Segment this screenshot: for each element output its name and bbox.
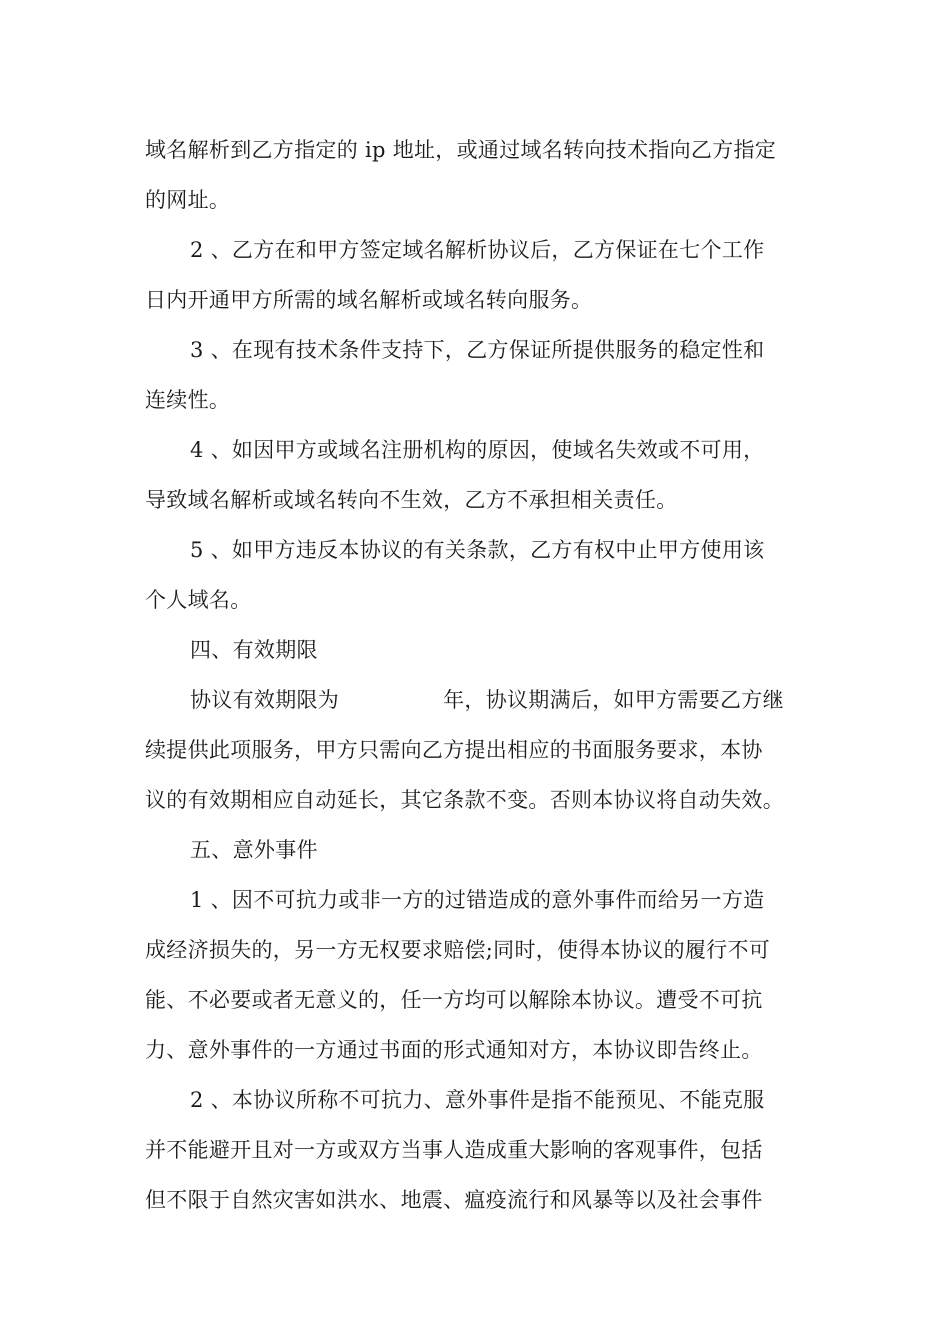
clause-3-3-line: 3 、在现有技术条件支持下，乙方保证所提供服务的稳定性和 bbox=[190, 338, 765, 362]
body-text-line: 能、不必要或者无意义的，任一方均可以解除本协议。遭受不可抗 bbox=[145, 988, 763, 1012]
clause-5-2-line: 2 、本协议所称不可抗力、意外事件是指不能预见、不能克服 bbox=[190, 1088, 765, 1112]
body-text-line: 力、意外事件的一方通过书面的形式通知对方，本协议即告终止。 bbox=[145, 1038, 763, 1062]
body-text-line: 导致域名解析或域名转向不生效，乙方不承担相关责任。 bbox=[145, 488, 678, 512]
section-heading-validity: 四、有效期限 bbox=[190, 638, 318, 662]
clause-3-4-line: 4 、如因甲方或域名注册机构的原因，使域名失效或不可用， bbox=[190, 438, 765, 462]
body-text-line: 连续性。 bbox=[145, 388, 231, 412]
body-text-line: 成经济损失的，另一方无权要求赔偿;同时，使得本协议的履行不可 bbox=[145, 938, 771, 962]
clause-5-1-line: 1 、因不可抗力或非一方的过错造成的意外事件而给另一方造 bbox=[190, 888, 765, 912]
body-text-line: 个人域名。 bbox=[145, 588, 252, 612]
clause-3-5-line: 5 、如甲方违反本协议的有关条款，乙方有权中止甲方使用该 bbox=[190, 538, 765, 562]
validity-term-line bbox=[190, 680, 815, 720]
body-text-line: 日内开通甲方所需的域名解析或域名转向服务。 bbox=[145, 288, 593, 312]
validity-term-label: 协议有效期限为 bbox=[190, 688, 340, 712]
validity-term-rest: 年，协议期满后，如甲方需要乙方继 bbox=[443, 688, 784, 712]
body-text-line: 议的有效期相应自动延长，其它条款不变。否则本协议将自动失效。 bbox=[145, 788, 784, 812]
body-text-line: 但不限于自然灾害如洪水、地震、瘟疫流行和风暴等以及社会事件 bbox=[145, 1188, 763, 1212]
body-text-line: 续提供此项服务，甲方只需向乙方提出相应的书面服务要求，本协 bbox=[145, 738, 763, 762]
body-text-line: 域名解析到乙方指定的 ip 地址，或通过域名转向技术指向乙方指定 bbox=[145, 138, 777, 162]
section-heading-accidents: 五、意外事件 bbox=[190, 838, 318, 862]
clause-3-2-line: 2 、乙方在和甲方签定域名解析协议后，乙方保证在七个工作 bbox=[190, 238, 765, 262]
body-text-line: 的网址。 bbox=[145, 188, 231, 212]
body-text-line: 并不能避开且对一方或双方当事人造成重大影响的客观事件，包括 bbox=[145, 1138, 763, 1162]
